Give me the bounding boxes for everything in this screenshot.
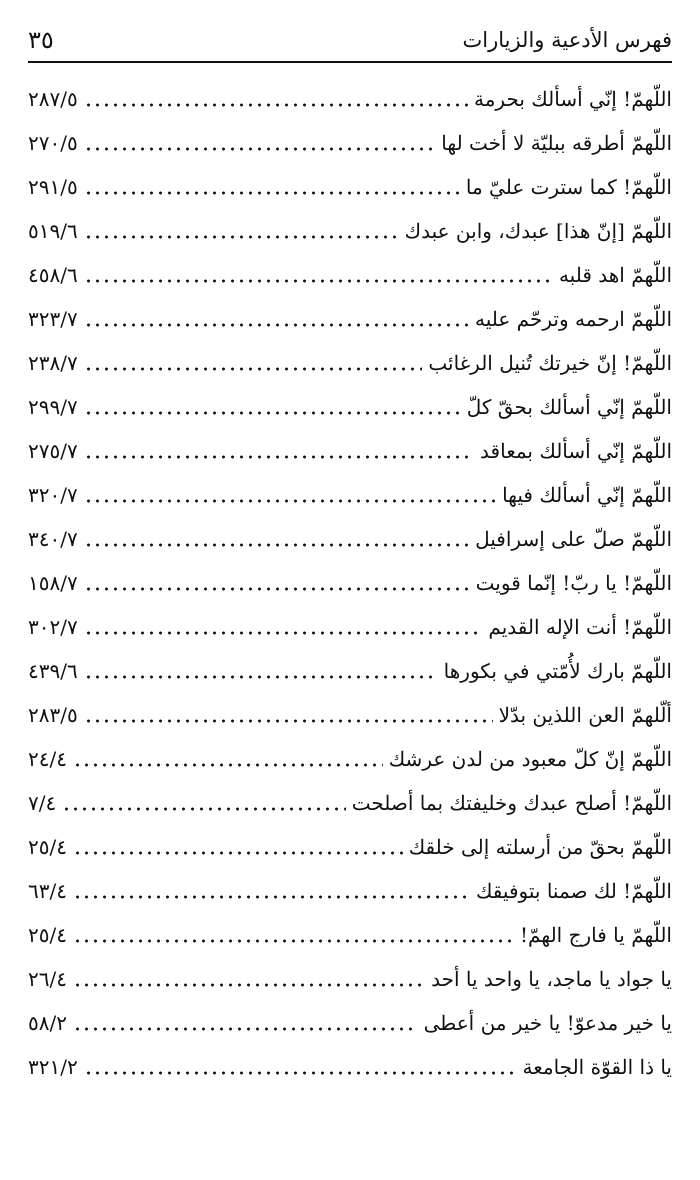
index-entry bbox=[28, 693, 672, 737]
page-header bbox=[28, 20, 672, 60]
dot-leader bbox=[84, 187, 460, 199]
entry-reference: ٢٧٥/٧ bbox=[28, 439, 78, 463]
entry-reference: ٢٨٣/٥ bbox=[28, 703, 78, 727]
entry-text: اللّهمّ اهد قلبه bbox=[558, 263, 672, 287]
dot-leader bbox=[84, 319, 469, 331]
index-entries-list bbox=[28, 77, 672, 1089]
index-entry bbox=[28, 297, 672, 341]
entry-reference: ٣٠٢/٧ bbox=[28, 615, 78, 639]
dot-leader bbox=[73, 1023, 418, 1035]
entry-reference: ٣٤٠/٧ bbox=[28, 527, 78, 551]
entry-text: يا جواد يا ماجد، يا واحد يا أحد bbox=[431, 967, 672, 991]
page-number: ٣٥ bbox=[28, 26, 54, 54]
entry-text: اللّهمّ! أنت الإله القديم bbox=[488, 615, 672, 639]
dot-leader bbox=[73, 979, 425, 991]
index-entry bbox=[28, 957, 672, 1001]
entry-text: اللّهمّ بحقّ من أرسلته إلى خلقك bbox=[408, 835, 672, 859]
index-entry bbox=[28, 473, 672, 517]
entry-reference: ٥١٩/٦ bbox=[28, 219, 78, 243]
entry-text: اللّهمّ إنّي أسألك بحقّ كلّ bbox=[466, 395, 672, 419]
entry-text: اللّهمّ إنّي أسألك بمعاقد bbox=[480, 439, 672, 463]
dot-leader bbox=[84, 143, 436, 155]
entry-reference: ٣٢١/٢ bbox=[28, 1055, 78, 1079]
entry-reference: ٢٨٧/٥ bbox=[28, 87, 78, 111]
entry-text: اللّهمّ [إنّ هذا] عبدك، وابن عبدك bbox=[404, 219, 672, 243]
index-entry bbox=[28, 781, 672, 825]
dot-leader bbox=[62, 803, 346, 815]
entry-text: اللّهمّ أطرقه ببليّة لا أخت لها bbox=[441, 131, 672, 155]
entry-text: اللّهمّ ارحمه وترحّم عليه bbox=[475, 307, 672, 331]
entry-text: اللّهمّ! كما سترت عليّ ما bbox=[465, 175, 672, 199]
dot-leader bbox=[84, 627, 483, 639]
index-entry bbox=[28, 121, 672, 165]
index-entry bbox=[28, 649, 672, 693]
dot-leader bbox=[84, 275, 553, 287]
dot-leader bbox=[84, 1067, 517, 1079]
header-rule bbox=[28, 61, 672, 63]
index-entry bbox=[28, 561, 672, 605]
dot-leader bbox=[73, 891, 470, 903]
index-entry bbox=[28, 1045, 672, 1089]
entry-reference: ٧/٤ bbox=[28, 791, 57, 815]
entry-reference: ٢٧٠/٥ bbox=[28, 131, 78, 155]
entry-text: يا ذا القوّة الجامعة bbox=[522, 1055, 672, 1079]
entry-text: يا خير مدعوّ! يا خير من أعطى bbox=[423, 1011, 672, 1035]
index-entry bbox=[28, 913, 672, 957]
running-title: فهرس الأدعية والزيارات bbox=[462, 28, 672, 52]
entry-reference: ٢٩٩/٧ bbox=[28, 395, 78, 419]
index-entry bbox=[28, 429, 672, 473]
index-entry bbox=[28, 825, 672, 869]
entry-text: ألّلهمّ العن اللذين بدّلا bbox=[498, 703, 672, 727]
dot-leader bbox=[73, 847, 403, 859]
dot-leader bbox=[84, 715, 493, 727]
dot-leader bbox=[84, 407, 461, 419]
index-entry bbox=[28, 165, 672, 209]
entry-reference: ٣٢٣/٧ bbox=[28, 307, 78, 331]
entry-reference: ٤٥٨/٦ bbox=[28, 263, 78, 287]
dot-leader bbox=[84, 99, 468, 111]
entry-reference: ٤٣٩/٦ bbox=[28, 659, 78, 683]
entry-reference: ٢٦/٤ bbox=[28, 967, 67, 991]
entry-reference: ٦٣/٤ bbox=[28, 879, 67, 903]
entry-reference: ٢٤/٤ bbox=[28, 747, 67, 771]
entry-text: اللّهمّ إنّ كلّ معبود من لدن عرشك bbox=[388, 747, 672, 771]
dot-leader bbox=[84, 363, 423, 375]
entry-reference: ٢٥/٤ bbox=[28, 835, 67, 859]
index-entry bbox=[28, 77, 672, 121]
dot-leader bbox=[84, 539, 469, 551]
dot-leader bbox=[84, 231, 399, 243]
entry-text: اللّهمّ صلّ على إسرافيل bbox=[475, 527, 672, 551]
index-entry bbox=[28, 517, 672, 561]
entry-text: اللّهمّ يا فارج الهمّ! bbox=[520, 923, 672, 947]
entry-reference: ٢٥/٤ bbox=[28, 923, 67, 947]
dot-leader bbox=[73, 935, 514, 947]
dot-leader bbox=[84, 495, 496, 507]
index-entry bbox=[28, 209, 672, 253]
index-entry bbox=[28, 341, 672, 385]
index-entry bbox=[28, 737, 672, 781]
entry-text: اللّهمّ! إنّي أسألك بحرمة bbox=[473, 87, 672, 111]
index-entry bbox=[28, 605, 672, 649]
entry-text: اللّهمّ بارك لأُمّتي في بكورها bbox=[443, 659, 672, 683]
entry-reference: ٢٩١/٥ bbox=[28, 175, 78, 199]
dot-leader bbox=[84, 671, 438, 683]
entry-text: اللّهمّ! يا ربّ! إنّما قويت bbox=[475, 571, 672, 595]
index-entry bbox=[28, 869, 672, 913]
index-entry bbox=[28, 385, 672, 429]
index-entry bbox=[28, 1001, 672, 1045]
dot-leader bbox=[84, 583, 470, 595]
entry-text: اللّهمّ! لك صمنا بتوفيقك bbox=[475, 879, 672, 903]
entry-text: اللّهمّ! إنّ خيرتك تُنيل الرغائب bbox=[428, 351, 672, 375]
entry-reference: ١٥٨/٧ bbox=[28, 571, 78, 595]
dot-leader bbox=[73, 759, 383, 771]
entry-reference: ٣٢٠/٧ bbox=[28, 483, 78, 507]
index-entry bbox=[28, 253, 672, 297]
entry-reference: ٥٨/٢ bbox=[28, 1011, 67, 1035]
dot-leader bbox=[84, 451, 474, 463]
entry-text: اللّهمّ! أصلح عبدك وخليفتك بما أصلحت bbox=[351, 791, 672, 815]
entry-reference: ٢٣٨/٧ bbox=[28, 351, 78, 375]
index-page bbox=[28, 0, 672, 1180]
entry-text: اللّهمّ إنّي أسألك فيها bbox=[502, 483, 672, 507]
